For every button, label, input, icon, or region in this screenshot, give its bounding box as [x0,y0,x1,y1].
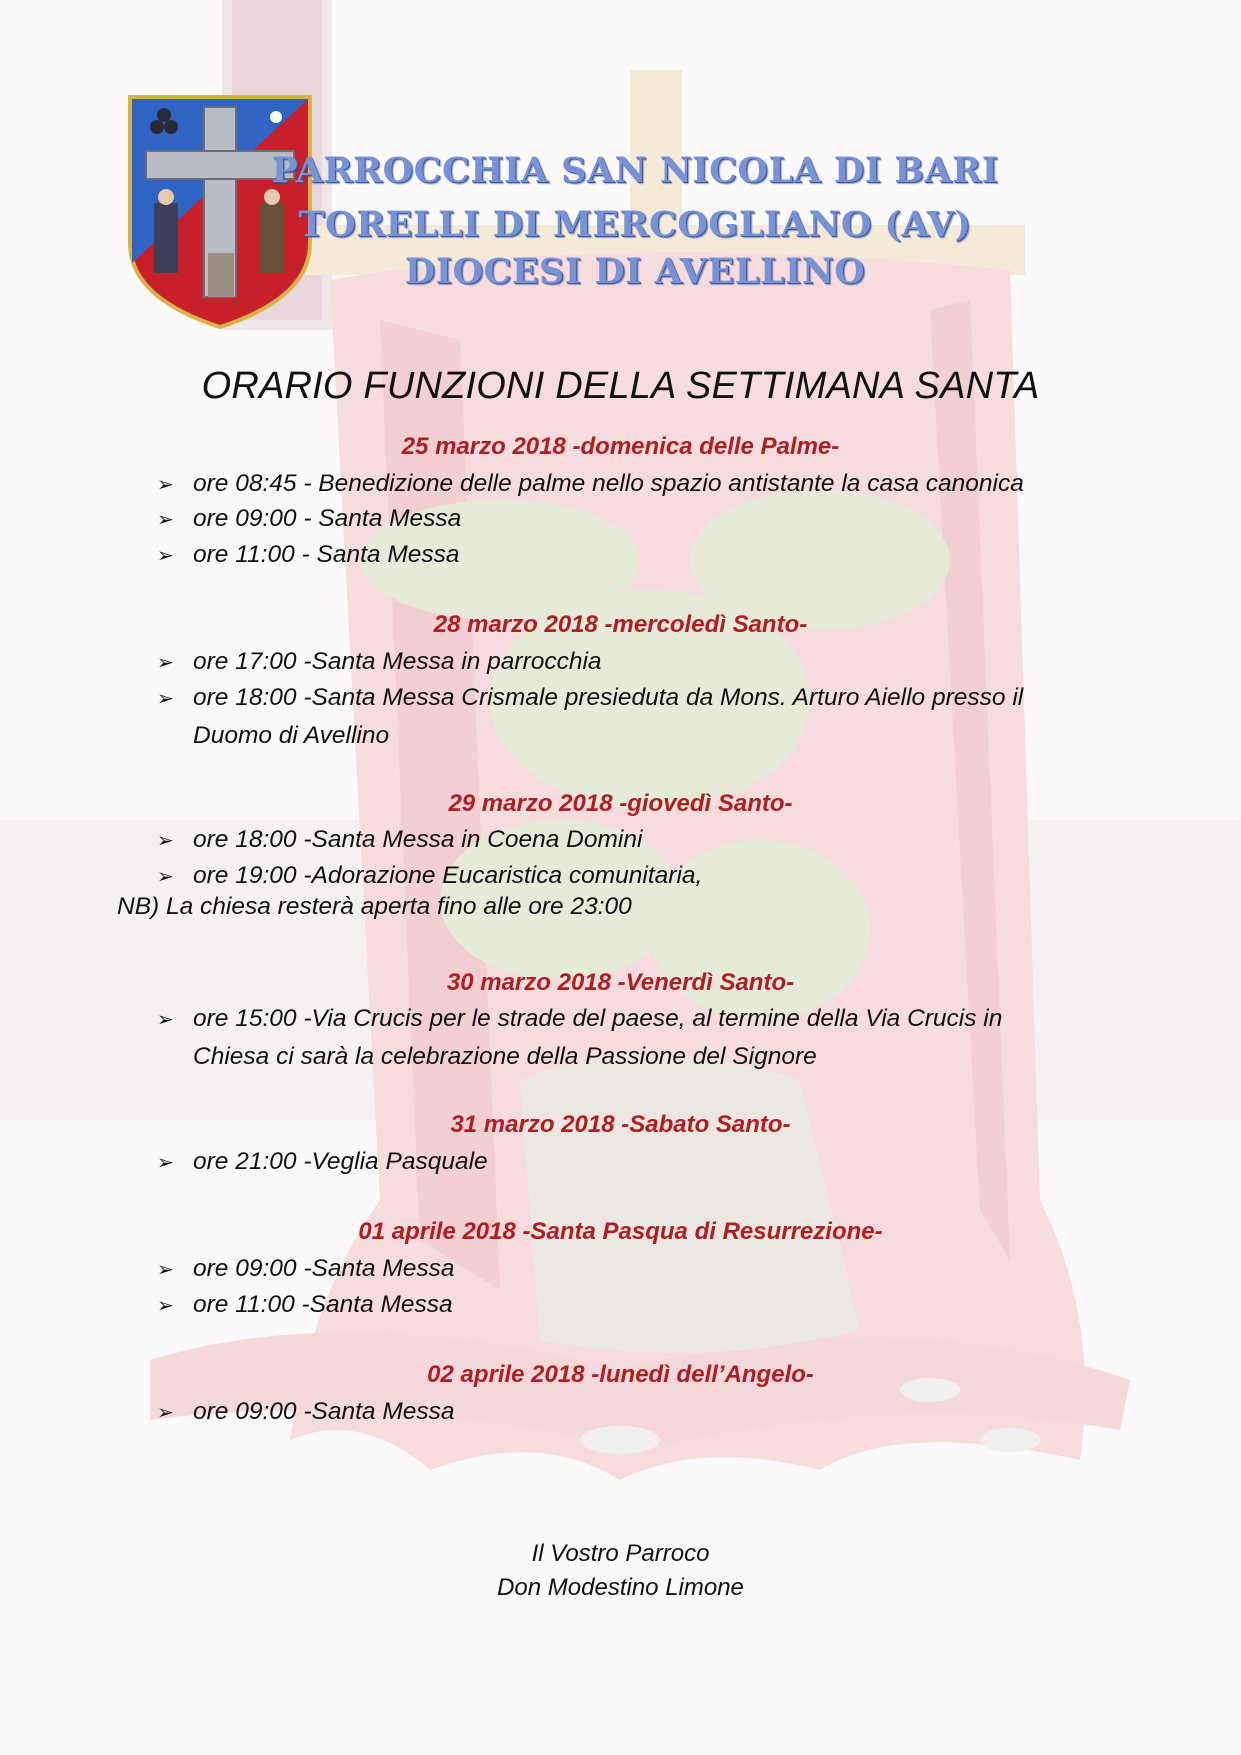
day-title: 29 marzo 2018 -giovedì Santo- [448,790,793,817]
arrowhead-bullet-icon: ➢ [157,1007,174,1031]
signature-name: Don Modestino Limone [497,1574,744,1601]
list-item-continuation: Duomo di Avellino [193,722,390,749]
arrowhead-bullet-icon: ➢ [157,1257,174,1281]
arrowhead-bullet-icon: ➢ [157,1293,174,1317]
arrowhead-bullet-icon: ➢ [157,650,174,674]
parish-location: TORELLI DI MERCOGLIANO (AV) [298,204,972,245]
arrowhead-bullet-icon: ➢ [157,828,174,852]
signature-role: Il Vostro Parroco [531,1540,710,1567]
note-text: NB) La chiesa resterà aperta fino alle ore 23:00 [117,893,632,920]
diocese-name: DIOCESI DI AVELLINO [404,251,866,292]
list-item-continuation: Chiesa ci sarà la celebrazione della Passione del Signore [193,1043,817,1070]
day-title: 28 marzo 2018 -mercoledì Santo- [433,611,808,638]
day-title: 30 marzo 2018 -Venerdì Santo- [446,969,795,996]
parish-name: PARROCCHIA SAN NICOLA DI BARI [271,150,999,191]
arrowhead-bullet-icon: ➢ [157,1150,174,1174]
arrowhead-bullet-icon: ➢ [157,472,174,496]
day-title: 02 aprile 2018 -lunedì dell’Angelo- [427,1361,814,1388]
day-title: 01 aprile 2018 -Santa Pasqua di Resurrezione- [358,1218,883,1245]
arrowhead-bullet-icon: ➢ [157,686,174,710]
arrowhead-bullet-icon: ➢ [157,507,174,531]
arrowhead-bullet-icon: ➢ [157,1400,174,1424]
arrowhead-bullet-icon: ➢ [157,864,174,888]
day-title: 31 marzo 2018 -Sabato Santo- [450,1111,791,1138]
arrowhead-bullet-icon: ➢ [157,543,174,567]
day-title: 25 marzo 2018 -domenica delle Palme- [401,433,840,460]
page-title: ORARIO FUNZIONI DELLA SETTIMANA SANTA [201,365,1040,407]
